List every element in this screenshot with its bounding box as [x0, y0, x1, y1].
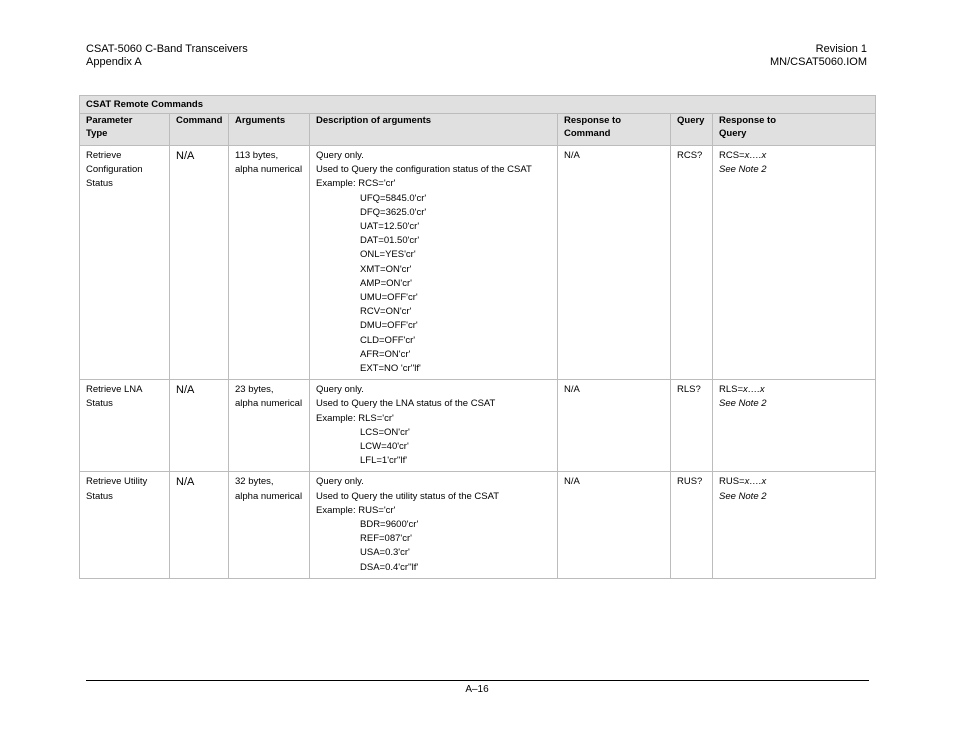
description-value-line: BDR=9600'cr' [360, 519, 419, 531]
col-header-parameter-type [80, 114, 170, 146]
cell-description [310, 380, 558, 472]
response-query-line [719, 383, 869, 397]
response-query-note: See Note 2 [719, 398, 767, 410]
parameter-line: Retrieve Utility [86, 476, 148, 488]
remote-commands-table [79, 95, 876, 579]
col-header-response-to-command [558, 114, 671, 146]
cell-response-to-query [713, 146, 876, 380]
description-line: Used to Query the LNA status of the CSAT [316, 398, 496, 410]
cell-query: RCS? [671, 146, 713, 380]
description-value-line: DAT=01.50'cr' [360, 235, 420, 247]
arguments-line: 23 bytes, [235, 384, 274, 396]
description-line: Query only. [316, 476, 364, 488]
col-header-text: Parameter [86, 115, 133, 126]
parameter-line: Retrieve [86, 150, 122, 161]
col-header-text: Response to [564, 115, 622, 126]
arguments-line: alpha numerical [235, 490, 303, 502]
description-value-line: RCV=ON'cr' [360, 306, 412, 318]
response-query-variable: x….x [744, 150, 767, 161]
cell-description [310, 146, 558, 380]
response-query-variable: x….x [744, 476, 767, 488]
description-value-line: USA=0.3'cr' [360, 547, 410, 559]
response-query-note: See Note 2 [719, 164, 767, 176]
document-revision: Revision 1 [815, 43, 867, 55]
description-line: Used to Query the utility status of the CSAT [316, 490, 500, 502]
table-body [80, 146, 876, 579]
cell-parameter-type [80, 380, 170, 472]
description-line: Example: RUS='cr' [316, 504, 396, 516]
description-value-line: CLD=OFF'cr' [360, 334, 416, 346]
document-title: CSAT-5060 C-Band Transceivers [86, 43, 248, 55]
arguments-line: 32 bytes, [235, 476, 274, 488]
response-query-variable: x….x [743, 384, 765, 396]
description-value-line: LCW=40'cr' [360, 441, 409, 453]
description-value-line: AFR=ON'cr' [360, 348, 411, 360]
description-line: Query only. [316, 384, 364, 396]
cell-response-to-query [713, 472, 876, 578]
arguments-line: alpha numerical [235, 398, 303, 410]
cell-command: N/A [170, 380, 229, 472]
response-query-line [719, 475, 869, 489]
description-value-line: DSA=0.4'cr''lf' [360, 561, 419, 573]
description-line: Example: RCS='cr' [316, 178, 396, 190]
footer-divider [86, 680, 869, 681]
response-query-prefix: RLS= [719, 384, 744, 396]
cell-parameter-type [80, 472, 170, 578]
table-row [80, 146, 876, 380]
description-line: Used to Query the configuration status of the CSAT [316, 164, 532, 176]
document-section: Appendix A [86, 56, 142, 68]
document-header-right [770, 43, 867, 69]
table-header-row [80, 114, 876, 146]
table-row [80, 380, 876, 472]
cell-parameter-type [80, 146, 170, 380]
table-title: CSAT Remote Commands [80, 96, 876, 114]
col-header-response-to-query [713, 114, 876, 146]
page-number: A–16 [465, 684, 489, 695]
cell-response-to-command: N/A [558, 380, 671, 472]
arguments-line: alpha numerical [235, 164, 303, 176]
cell-response-to-command: N/A [558, 472, 671, 578]
description-value-line: REF=087'cr' [360, 533, 412, 545]
cell-command: N/A [170, 472, 229, 578]
table-row [80, 472, 876, 578]
description-value-line: AMP=ON'cr' [360, 277, 412, 289]
description-value-line: UMU=OFF'cr' [360, 292, 418, 304]
col-header-query: Query [671, 114, 713, 146]
col-header-text: Response to [719, 115, 777, 126]
description-value-line: LCS=ON'cr' [360, 426, 410, 438]
col-header-text: Type [86, 128, 108, 139]
response-query-line [719, 149, 869, 163]
document-header-left [86, 43, 248, 69]
description-value-line: ONL=YES'cr' [360, 249, 416, 261]
cell-arguments [229, 472, 310, 578]
description-value-line: XMT=ON'cr' [360, 263, 412, 275]
cell-command: N/A [170, 146, 229, 380]
description-line: Query only. [316, 150, 364, 161]
col-header-text: Command [564, 128, 611, 139]
description-line: Example: RLS='cr' [316, 412, 394, 424]
parameter-line: Retrieve LNA [86, 384, 143, 396]
response-query-prefix: RCS= [719, 150, 745, 161]
col-header-arguments: Arguments [229, 114, 310, 146]
description-value-line: EXT=NO 'cr''lf' [360, 363, 421, 375]
description-value-line: UAT=12.50'cr' [360, 221, 420, 233]
response-query-note: See Note 2 [719, 490, 767, 502]
parameter-line: Status [86, 490, 113, 502]
parameter-line: Configuration [86, 164, 143, 176]
col-header-text: Query [719, 128, 747, 139]
description-value-line: UFQ=5845.0'cr' [360, 192, 427, 204]
parameter-line: Status [86, 178, 113, 190]
cell-query: RUS? [671, 472, 713, 578]
cell-response-to-command: N/A [558, 146, 671, 380]
col-header-description: Description of arguments [310, 114, 558, 146]
arguments-line: 113 bytes, [235, 150, 279, 161]
cell-response-to-query [713, 380, 876, 472]
cell-description [310, 472, 558, 578]
description-value-line: DFQ=3625.0'cr' [360, 206, 427, 218]
response-query-prefix: RUS= [719, 476, 745, 488]
cell-query: RLS? [671, 380, 713, 472]
description-value-line: LFL=1'cr''lf' [360, 455, 408, 467]
cell-arguments [229, 146, 310, 380]
col-header-command: Command [170, 114, 229, 146]
parameter-line: Status [86, 398, 113, 410]
document-id: MN/CSAT5060.IOM [770, 56, 867, 68]
description-value-line: DMU=OFF'cr' [360, 320, 418, 332]
cell-arguments [229, 380, 310, 472]
